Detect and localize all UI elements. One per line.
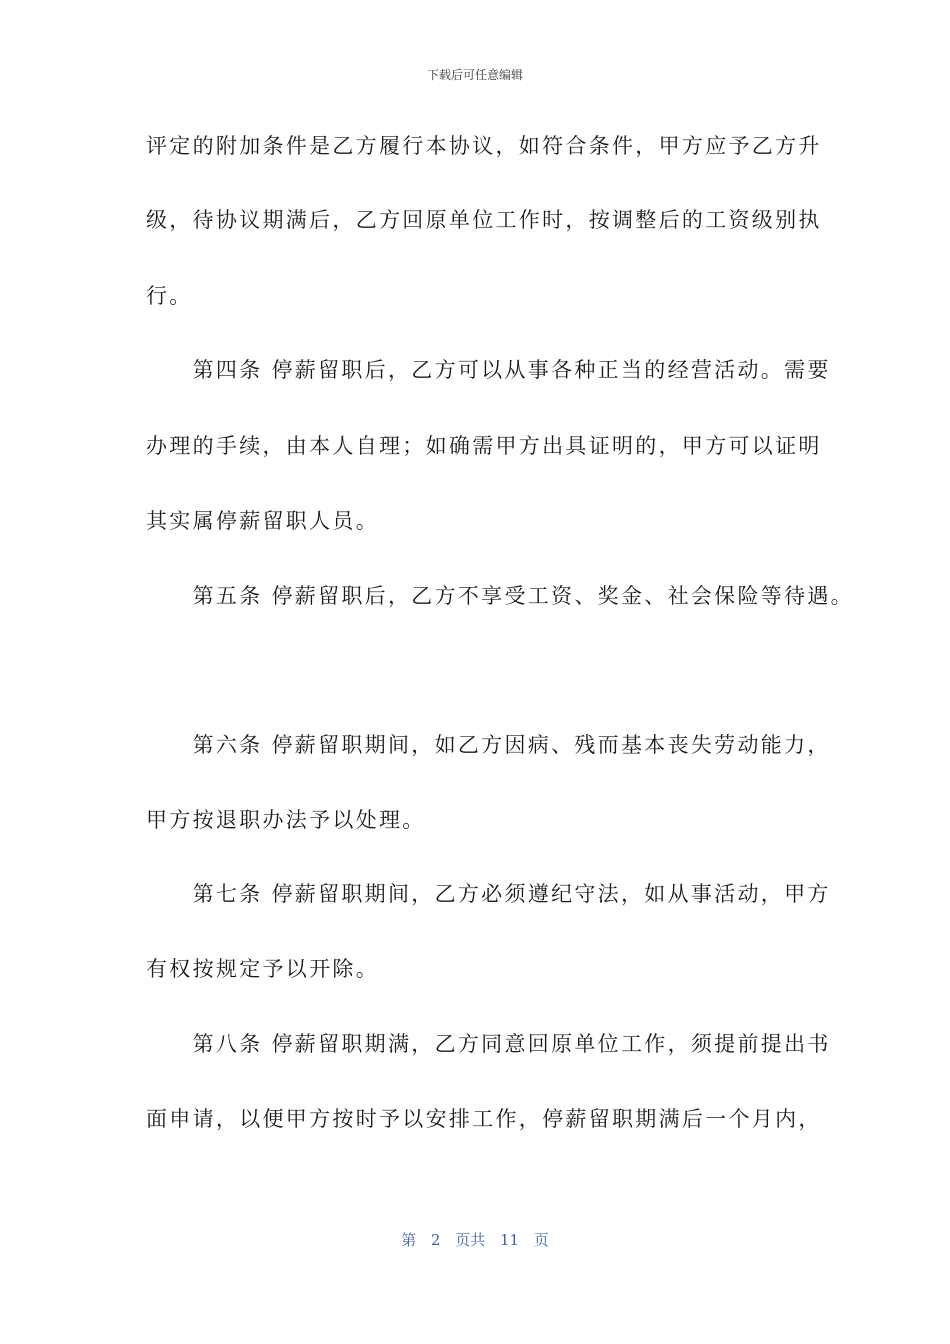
body-line: 第六条 停薪留职期间，如乙方因病、残而基本丧失劳动能力，	[146, 733, 831, 757]
page-header: 下载后可任意编辑	[426, 68, 523, 82]
body-line: 第四条 停薪留职后，乙方可以从事各种正当的经营活动。需要	[146, 358, 831, 382]
body-line: 面申请，以便甲方按时予以安排工作，停薪留职期满后一个月内，	[146, 1107, 822, 1131]
body-line: 第八条 停薪留职期满，乙方同意回原单位工作，须提前提出书	[146, 1032, 831, 1056]
page-footer	[0, 1229, 950, 1250]
body-line: 行。	[146, 284, 193, 308]
footer-suffix: 页	[533, 1231, 549, 1249]
footer-total-pages: 11	[500, 1231, 520, 1249]
footer-prefix: 第	[401, 1231, 417, 1249]
body-line: 级，待协议期满后，乙方回原单位工作时，按调整后的工资级别执	[146, 208, 822, 232]
body-line: 有权按规定予以开除。	[146, 957, 379, 981]
body-line: 评定的附加条件是乙方履行本协议，如符合条件，甲方应予乙方升	[146, 134, 822, 158]
body-line: 办理的手续，由本人自理；如确需甲方出具证明的，甲方可以证明	[146, 434, 822, 458]
footer-page-number: 2	[430, 1231, 441, 1249]
body-line: 第七条 停薪留职期间，乙方必须遵纪守法，如从事活动，甲方	[146, 882, 831, 906]
body-line: 甲方按退职办法予以处理。	[146, 808, 426, 832]
body-line: 其实属停薪留职人员。	[146, 509, 379, 533]
body-line: 第五条 停薪留职后，乙方不享受工资、奖金、社会保险等待遇。	[146, 584, 854, 608]
footer-middle: 页共	[455, 1231, 486, 1249]
